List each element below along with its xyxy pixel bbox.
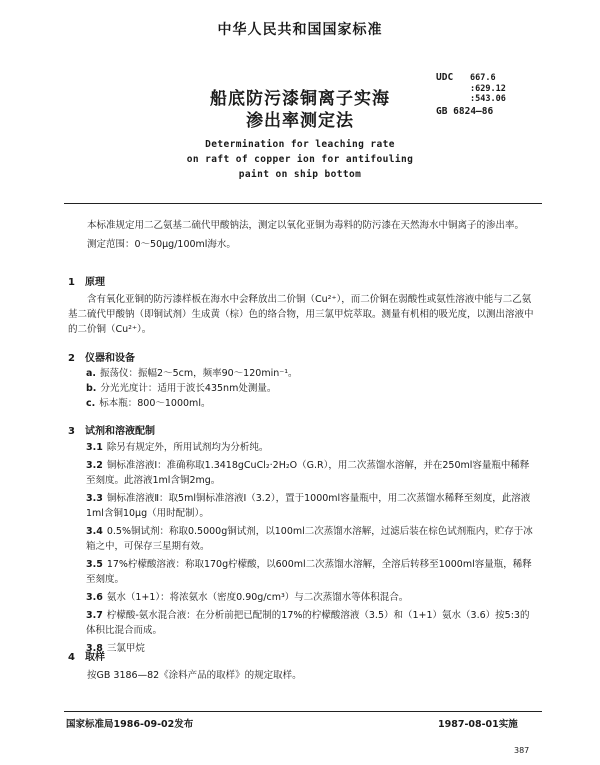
measurement-range: 测定范围：0～50μg/100ml海水。 (87, 239, 236, 250)
list-item (86, 458, 538, 488)
section-1-body (68, 292, 538, 337)
list-item (86, 396, 538, 411)
item-number: 3.2 (86, 460, 103, 471)
list-item (86, 366, 538, 381)
item-text: 0.5%铜试剂：称取0.5000g铜试剂，以100ml二次蒸馏水溶解，过滤后装在棕色试剂瓶内，贮存于冰箱之中，可保存三星期有效。 (86, 526, 533, 552)
item-number: 3.1 (86, 442, 103, 453)
header-rule (64, 203, 542, 204)
list-item (86, 557, 538, 587)
sampling-paragraph: 按GB 3186—82《涂料产品的取样》的规定取样。 (87, 670, 302, 681)
item-number: 3.6 (86, 592, 103, 603)
title-cn-line2: 渗出率测定法 (246, 111, 354, 131)
item-text: 分光光度计：适用于波长435nm处测量。 (100, 383, 277, 394)
udc-code-3: :543.06 (470, 94, 506, 104)
item-text: 氨水（1+1）：将浓氨水（密度0.90g/cm³）与二次蒸馏水等体积混合。 (106, 592, 409, 603)
effective-date: 1987-08-01实施 (438, 719, 518, 730)
intro-paragraph: 本标准规定用二乙氨基二硫代甲酸钠法，测定以氧化亚铜为毒料的防污漆在天然海水中铜离子的渗出率。 (87, 220, 525, 231)
principle-paragraph: 含有氧化亚铜的防污漆样板在海水中会释放出二价铜（Cu²⁺），而二价铜在弱酸性或氨性溶液中能与二乙氨基二硫代甲酸钠（即铜试剂）生成黄（棕）色的络合物，用三氯甲烷萃取。测量有机相的吸光度，以测出溶液中的二价铜（Cu²⁺）。 (68, 294, 534, 335)
item-text: 铜标准溶液Ⅰ：准确称取1.3418gCuCl₂·2H₂O（G.R），用二次蒸馏水溶解，并在250ml容量瓶中稀释至刻度。此溶液1ml含铜2mg。 (86, 460, 530, 486)
item-text: 三氯甲烷 (106, 643, 145, 654)
gb-number: GB 6824—86 (436, 106, 494, 117)
item-mark: c. (86, 398, 96, 409)
list-item (86, 641, 538, 656)
item-number: 3.3 (86, 493, 103, 504)
list-item (86, 524, 538, 554)
equipment-list (86, 366, 538, 411)
list-item (86, 608, 538, 638)
reagent-list (86, 440, 538, 656)
item-number: 3.5 (86, 559, 103, 570)
item-text: 柠檬酸-氨水混合液：在分析前把已配制的17%的柠檬酸溶液（3.5）和（1+1）氨水（3.6）按5:3的体积比混合而成。 (86, 610, 530, 636)
section-4-body (68, 668, 538, 683)
intro-section (68, 218, 538, 252)
udc-label: UDC (436, 72, 454, 83)
item-number: 3.7 (86, 610, 103, 621)
national-standard-heading: 中华人民共和国国家标准 (217, 22, 383, 38)
section-1-heading: 1 原理 (68, 277, 105, 288)
issue-date: 国家标准局1986-09-02发布 (66, 719, 194, 730)
item-text: 振荡仪：振幅2～5cm，频率90～120min⁻¹。 (100, 368, 298, 379)
udc-code-2: :629.12 (470, 84, 506, 94)
item-mark: b. (86, 383, 97, 394)
list-item (86, 381, 538, 396)
title-en-line2: on raft of copper ion for antifouling (186, 154, 414, 165)
item-text: 17%柠檬酸溶液：称取170g柠檬酸，以600ml二次蒸馏水溶解，全溶后转移至1000ml容量瓶，稀释至刻度。 (86, 559, 532, 585)
section-3-heading: 3 试剂和溶液配制 (68, 426, 155, 437)
section-2-heading: 2 仪器和设备 (68, 353, 135, 364)
item-text: 标本瓶：800～1000ml。 (99, 398, 211, 409)
footer-rule (64, 711, 542, 712)
udc-code-1: 667.6 (470, 73, 496, 83)
item-mark: a. (86, 368, 97, 379)
list-item (86, 440, 538, 455)
item-text: 铜标准溶液Ⅱ：取5ml铜标准溶液Ⅰ（3.2），置于1000ml容量瓶中，用二次蒸馏水稀释至刻度，此溶液1ml含铜10μg（用时配制）。 (86, 493, 531, 519)
title-cn-line1: 船底防污漆铜离子实海 (210, 89, 390, 109)
item-number: 3.8 (86, 643, 103, 654)
list-item (86, 491, 538, 521)
title-en-line3: paint on ship bottom (238, 169, 362, 180)
section-4-heading: 4 取样 (68, 652, 105, 663)
title-en-line1: Determination for leaching rate (205, 139, 395, 150)
item-text: 除另有规定外，所用试剂均为分析纯。 (106, 442, 269, 453)
page-number: 387 (514, 746, 530, 755)
list-item (86, 590, 538, 605)
item-number: 3.4 (86, 526, 103, 537)
